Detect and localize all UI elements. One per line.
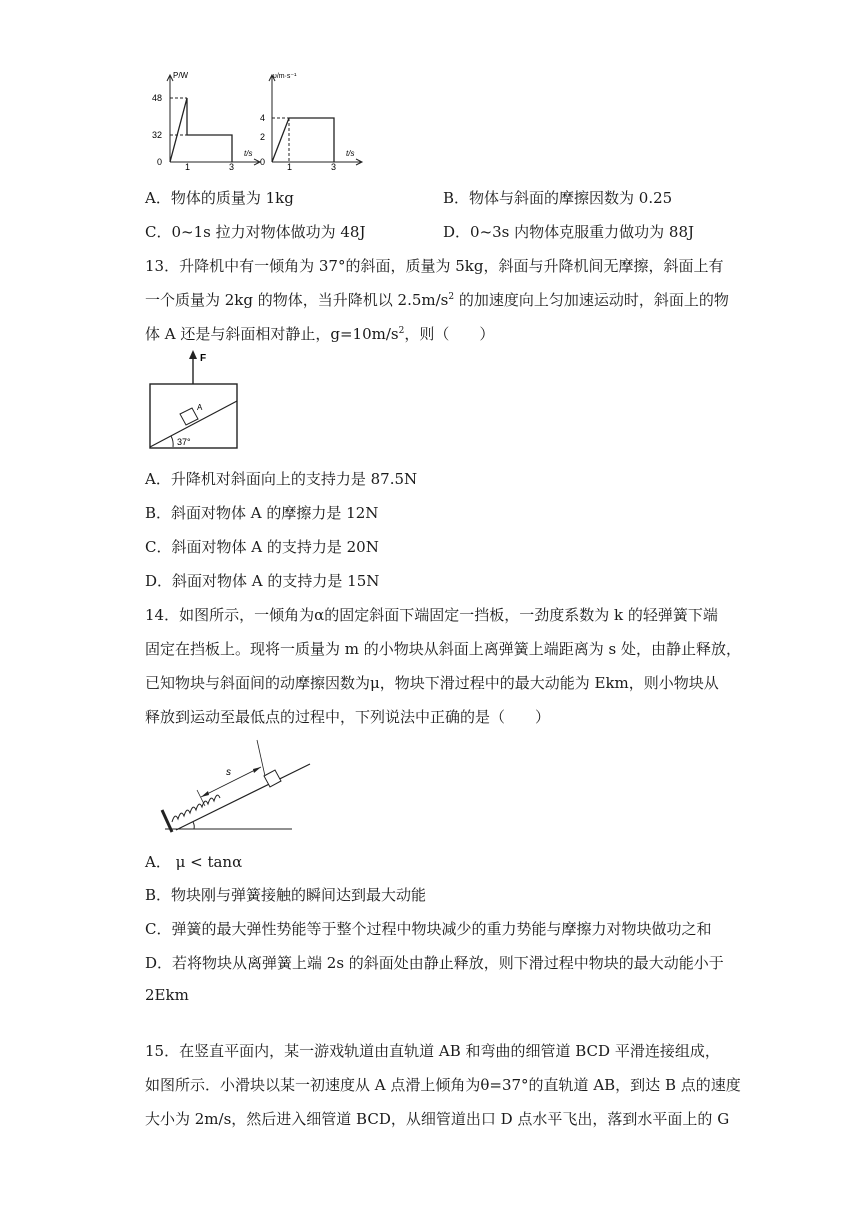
q13-stem-line2: 一个质量为 2kg 的物体，当升降机以 $2.5m/s^2$ 的加速度向上匀加速运动时，斜面上的物 bbox=[145, 291, 729, 309]
y-tick: 2 bbox=[260, 132, 266, 142]
q12-option-d: D．0~3s 内物体克服重力做功为 88J bbox=[443, 223, 695, 241]
q14-option-b: B．物块刚与弹簧接触的瞬间达到最大动能 bbox=[145, 886, 427, 904]
q15-stem-line3: 大小为 2m/s，然后进入细管道 BCD，从细管道出口 D 点水平飞出，落到水平面上的 G bbox=[145, 1110, 730, 1128]
angle-label: 37° bbox=[177, 437, 191, 447]
q14-option-a: A． μ < tanα bbox=[145, 853, 243, 871]
y-tick: 4 bbox=[260, 113, 266, 123]
q15-stem-line1: 15．在竖直平面内，某一游戏轨道由直轨道 AB 和弯曲的细管道 BCD 平滑连接组成， bbox=[145, 1042, 720, 1060]
q14-stem-line3: 已知物块与斜面间的动摩擦因数为μ，物块下滑过程中的最大动能为 Ekm，则小物块从 bbox=[145, 674, 719, 692]
xlabel: t/s bbox=[346, 149, 355, 158]
y-tick: 0 bbox=[260, 157, 266, 167]
q13-stem-line3: 体 A 还是与斜面相对静止，$g=10m/s^2$，则（ ） bbox=[145, 325, 495, 343]
block-label: A bbox=[197, 403, 203, 412]
ylabel: υ/m·s⁻¹ bbox=[273, 73, 297, 80]
elevator-incline-figure bbox=[145, 346, 245, 452]
y-tick: 48 bbox=[152, 93, 163, 103]
q13-option-c: C．斜面对物体 A 的支持力是 20N bbox=[145, 538, 379, 556]
q14-stem-line4: 释放到运动至最低点的过程中，下列说法中正确的是（ ） bbox=[145, 708, 551, 726]
x-tick: 3 bbox=[331, 162, 337, 170]
q14-option-d: D．若将物块从离弹簧上端 2s 的斜面处由静止释放，则下滑过程中物块的最大动能小于 bbox=[145, 954, 724, 972]
force-label: F bbox=[200, 353, 207, 364]
ylabel: P/W bbox=[173, 71, 189, 80]
x-tick: 1 bbox=[185, 162, 191, 170]
q15-stem-line2: 如图所示．小滑块以某一初速度从 A 点滑上倾角为θ=37°的直轨道 AB，到达 B 点的速度 bbox=[145, 1076, 741, 1094]
q12-option-a: A．物体的质量为 1kg bbox=[145, 189, 294, 207]
q14-stem-line1: 14．如图所示，一倾角为α的固定斜面下端固定一挡板，一劲度系数为 k 的轻弹簧下端 bbox=[145, 606, 718, 624]
q14-stem-line2: 固定在挡板上。现将一质量为 m 的小物块从斜面上离弹簧上端距离为 s 处，由静止释放， bbox=[145, 640, 741, 658]
y-tick: 32 bbox=[152, 130, 163, 140]
q12-option-c: C．0~1s 拉力对物体做功为 48J bbox=[145, 223, 366, 241]
xlabel: t/s bbox=[244, 149, 253, 158]
power-time-graph bbox=[140, 68, 265, 170]
q13-option-a: A．升降机对斜面向上的支持力是 87.5N bbox=[145, 470, 418, 488]
q14-option-c: C．弹簧的最大弹性势能等于整个过程中物块减少的重力势能与摩擦力对物块做功之和 bbox=[145, 920, 712, 938]
q13-option-d: D．斜面对物体 A 的支持力是 15N bbox=[145, 572, 380, 590]
x-tick: 1 bbox=[287, 162, 293, 170]
q14-option-d-cont: 2Ekm bbox=[145, 986, 189, 1004]
spring-incline-figure bbox=[160, 738, 315, 834]
q13-option-b: B．斜面对物体 A 的摩擦力是 12N bbox=[145, 504, 379, 522]
velocity-time-graph bbox=[250, 68, 365, 170]
y-tick: 0 bbox=[157, 157, 163, 167]
distance-label: s bbox=[226, 767, 231, 778]
q12-option-b: B．物体与斜面的摩擦因数为 0.25 bbox=[443, 189, 673, 207]
x-tick: 3 bbox=[229, 162, 235, 170]
q13-stem-line1: 13．升降机中有一倾角为 37°的斜面，质量为 5kg，斜面与升降机间无摩擦，斜面上有 bbox=[145, 257, 724, 275]
